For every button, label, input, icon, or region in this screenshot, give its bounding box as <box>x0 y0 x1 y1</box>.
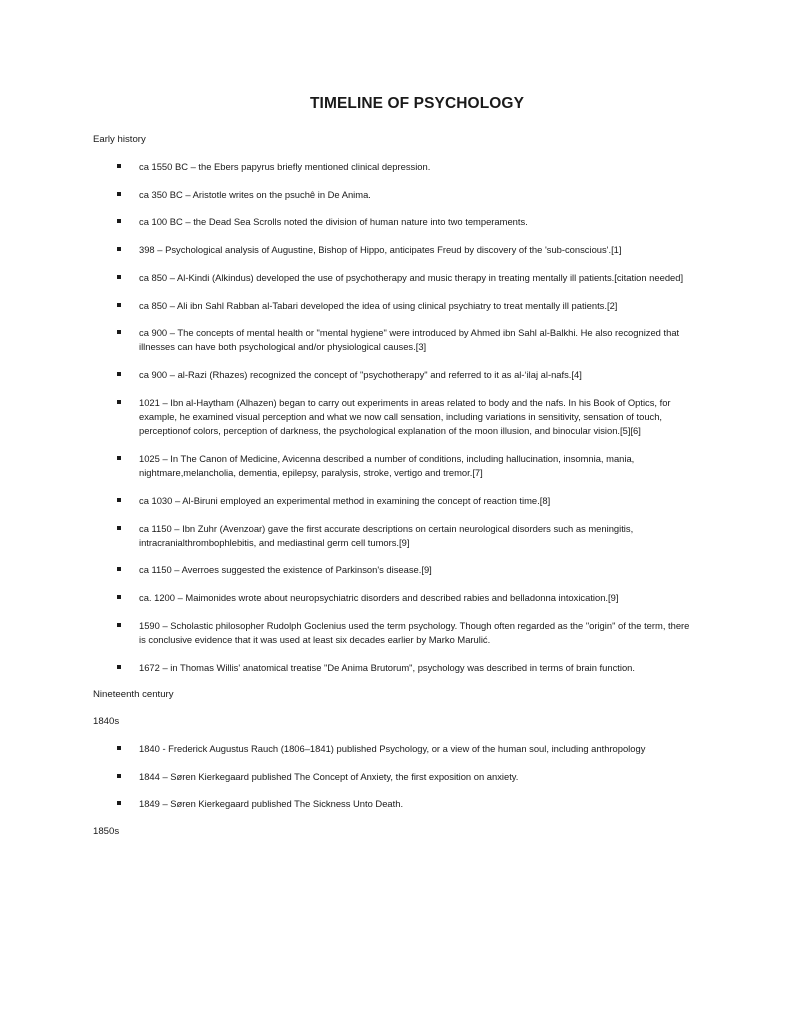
list-item-text: ca. 1200 – Maimonides wrote about neuropsychiatric disorders and described rabies and belladonna intoxication.[9] <box>139 592 619 604</box>
document-title: TIMELINE OF PSYCHOLOGY <box>309 95 525 112</box>
list-item-text: 398 – Psychological analysis of Augustine, Bishop of Hippo, anticipates Freud by discovery of the 'sub-conscious'.[1] <box>139 244 622 256</box>
list-item-text: ca 1150 – Averroes suggested the existence of Parkinson's disease.[9] <box>139 564 432 576</box>
list-item <box>93 368 697 382</box>
bullet-icon <box>117 303 121 307</box>
list-item <box>93 396 697 439</box>
list-item <box>93 215 697 229</box>
section-heading-early-history: Early history <box>93 134 146 145</box>
early-history-list <box>93 160 721 675</box>
bullet-icon <box>117 567 121 571</box>
list-item <box>93 299 697 313</box>
list-item-text: ca 350 BC – Aristotle writes on the psuchê in De Anima. <box>139 188 371 200</box>
list-item <box>93 591 697 605</box>
bullet-icon <box>117 456 121 460</box>
list-item-text: ca 900 – al-Razi (Rhazes) recognized the concept of "psychotherapy" and referred to it as al-‘ilaj al-nafs.[4] <box>139 369 582 381</box>
list-item <box>93 742 697 756</box>
list-item <box>93 494 697 508</box>
list-item <box>93 619 697 647</box>
bullet-icon <box>117 247 121 251</box>
bullet-icon <box>117 801 121 805</box>
list-item-text: ca 1030 – Al-Biruni employed an experimental method in examining the concept of reaction time.[8] <box>139 494 551 506</box>
1840s-list <box>93 742 721 812</box>
list-item <box>93 563 697 577</box>
section-heading-nineteenth-century: Nineteenth century <box>93 688 174 700</box>
list-item-text: 1021 – Ibn al-Haytham (Alhazen) began to carry out experiments in areas related to body and the nafs. In his Book of Optics, for example, he examined visual perception and what we now call sensation, including variations in sensitivity, sensation of touch, perceptionof colors, perception of darkness, the psychological explanation of the moon illusion, and binocular vision.[5][6] <box>139 396 671 437</box>
list-item <box>93 326 697 354</box>
bullet-icon <box>117 498 121 502</box>
list-item <box>93 770 697 784</box>
bullet-icon <box>117 275 121 279</box>
bullet-icon <box>117 219 121 223</box>
list-item-text: 1672 – in Thomas Willis' anatomical treatise "De Anima Brutorum", psychology was described in terms of brain function. <box>139 661 635 673</box>
list-item <box>93 188 697 202</box>
section-heading-1850s: 1850s <box>93 825 120 837</box>
bullet-icon <box>117 746 121 750</box>
bullet-icon <box>117 623 121 627</box>
list-item-text: ca 850 – Al-Kindi (Alkindus) developed the use of psychotherapy and music therapy in treating mentally ill patients.[citation needed] <box>139 271 684 283</box>
bullet-icon <box>117 164 121 168</box>
list-item-text: ca 100 BC – the Dead Sea Scrolls noted the division of human nature into two temperaments. <box>139 216 528 228</box>
section-heading-1840s: 1840s <box>93 715 120 727</box>
list-item-text: ca 1550 BC – the Ebers papyrus briefly mentioned clinical depression. <box>139 161 431 172</box>
bullet-icon <box>117 372 121 376</box>
list-item-text: ca 850 – Ali ibn Sahl Rabban al-Tabari developed the idea of using clinical psychiatry to treat mentally ill patients.[2] <box>139 299 618 311</box>
list-item <box>93 452 697 480</box>
list-item <box>93 522 697 550</box>
list-item <box>93 797 697 811</box>
list-item <box>93 160 697 174</box>
list-item <box>93 243 697 257</box>
list-item-text: 1840 - Frederick Augustus Rauch (1806–1841) published Psychology, or a view of the human soul, including anthropology <box>139 742 646 754</box>
list-item-text: 1590 – Scholastic philosopher Rudolph Goclenius used the term psychology. Though often regarded as the "origin" of the term, there is conclusive evidence that it was used at least six decades earlier by Marko Marulić. <box>139 619 690 646</box>
list-item-text: ca 900 – The concepts of mental health or "mental hygiene" were introduced by Ahmed ibn Sahl al-Balkhi. He also recognized that illnesses can have both psychological and/or physiological causes.[3] <box>139 327 680 353</box>
bullet-icon <box>117 595 121 599</box>
bullet-icon <box>117 330 121 334</box>
list-item-text: ca 1150 – Ibn Zuhr (Avenzoar) gave the first accurate descriptions on certain neurological disorders such as meningitis, intracranialthrombophlebitis, and mediastinal germ cell tumors.[9] <box>139 522 634 548</box>
list-item-text: 1025 – In The Canon of Medicine, Avicenna described a number of conditions, including hallucination, insomnia, mania, nightmare,melancholia, dementia, epilepsy, paralysis, stroke, vertigo and tremor.[7] <box>139 452 635 479</box>
list-item <box>93 271 697 285</box>
bullet-icon <box>117 665 121 669</box>
bullet-icon <box>117 400 121 404</box>
list-item <box>93 661 697 675</box>
bullet-icon <box>117 774 121 778</box>
list-item-text: 1849 – Søren Kierkegaard published The Sickness Unto Death. <box>139 798 404 810</box>
bullet-icon <box>117 192 121 196</box>
bullet-icon <box>117 526 121 530</box>
list-item-text: 1844 – Søren Kierkegaard published The Concept of Anxiety, the first exposition on anxiety. <box>139 770 519 782</box>
